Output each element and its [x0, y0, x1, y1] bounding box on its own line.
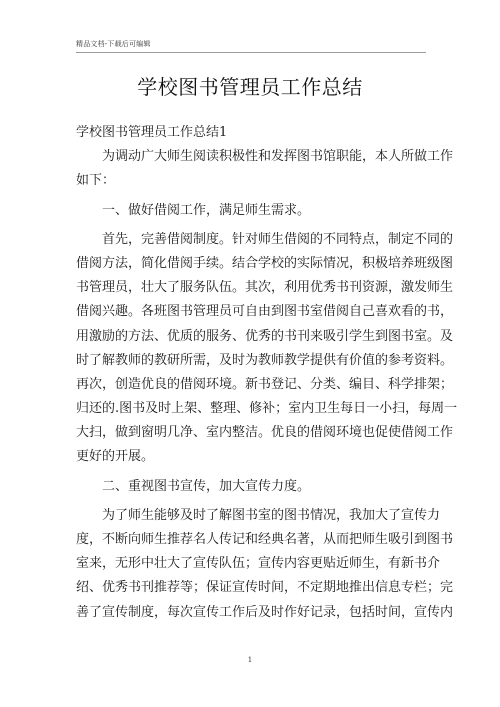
body-line: 度，不断向师生推荐名人传记和经典名著，从而把师生吸引到图书 — [76, 532, 454, 547]
body-line: 为了师生能够及时了解图书室的图书情况，我加大了宣传力 — [102, 507, 441, 523]
body-line: 归还的.图书及时上架、整理、修补；室内卫生每日一小扫，每周一 — [76, 401, 458, 417]
body-line: 用激励的方法、优质的服务、优秀的书刊来吸引学生到图书室。及 — [76, 328, 454, 344]
body-line: 绍、优秀书刊推荐等；保证宣传时间，不定期地推出信息专栏；完 — [76, 580, 454, 596]
body-line: 更好的开展。 — [76, 449, 155, 465]
header-note: 精品文档-下载后可编辑 — [76, 40, 151, 48]
body-line: 室来，无形中壮大了宣传队伍；宣传内容更贴近师生，有新书介 — [76, 556, 441, 572]
body-line: 书管理员，壮大了服务队伍。其次，利用优秀书刊资源，激发师生 — [76, 280, 454, 296]
page-number: 1 — [247, 656, 253, 664]
body-line: 借阅兴趣。各班图书管理员可自由到图书室借阅自己喜欢看的书， — [76, 304, 454, 320]
body-line: 善了宣传制度，每次宣传工作后及时作好记录，包括时间，宣传内 — [76, 604, 454, 620]
section-heading: 二、重视图书宣传，加大宣传力度。 — [102, 478, 311, 494]
body-line: 借阅方法，简化借阅手续。结合学校的实际情况，积极培养班级图 — [76, 255, 454, 271]
body-line: 再次，创造优良的借阅环境。新书登记、分类、编目、科学排架； — [76, 376, 454, 392]
document-title: 学校图书管理员工作总结 — [137, 75, 363, 99]
document-body — [76, 121, 458, 625]
section-heading: 一、做好借阅工作，满足师生需求。 — [102, 202, 311, 218]
body-line: 为调动广大师生阅读积极性和发挥图书馆职能，本人所做工作 — [102, 149, 454, 165]
document-subtitle: 学校图书管理员工作总结1 — [76, 125, 228, 140]
header-divider — [76, 52, 426, 53]
body-line: 如下： — [76, 173, 116, 189]
body-line: 首先，完善借阅制度。针对师生借阅的不同特点，制定不同的 — [102, 231, 454, 247]
body-line: 时了解教师的教研所需，及时为教师教学提供有价值的参考资料。 — [76, 352, 454, 368]
body-line: 大扫，做到窗明几净、室内整洁。优良的借阅环境也促使借阅工作 — [76, 425, 454, 441]
